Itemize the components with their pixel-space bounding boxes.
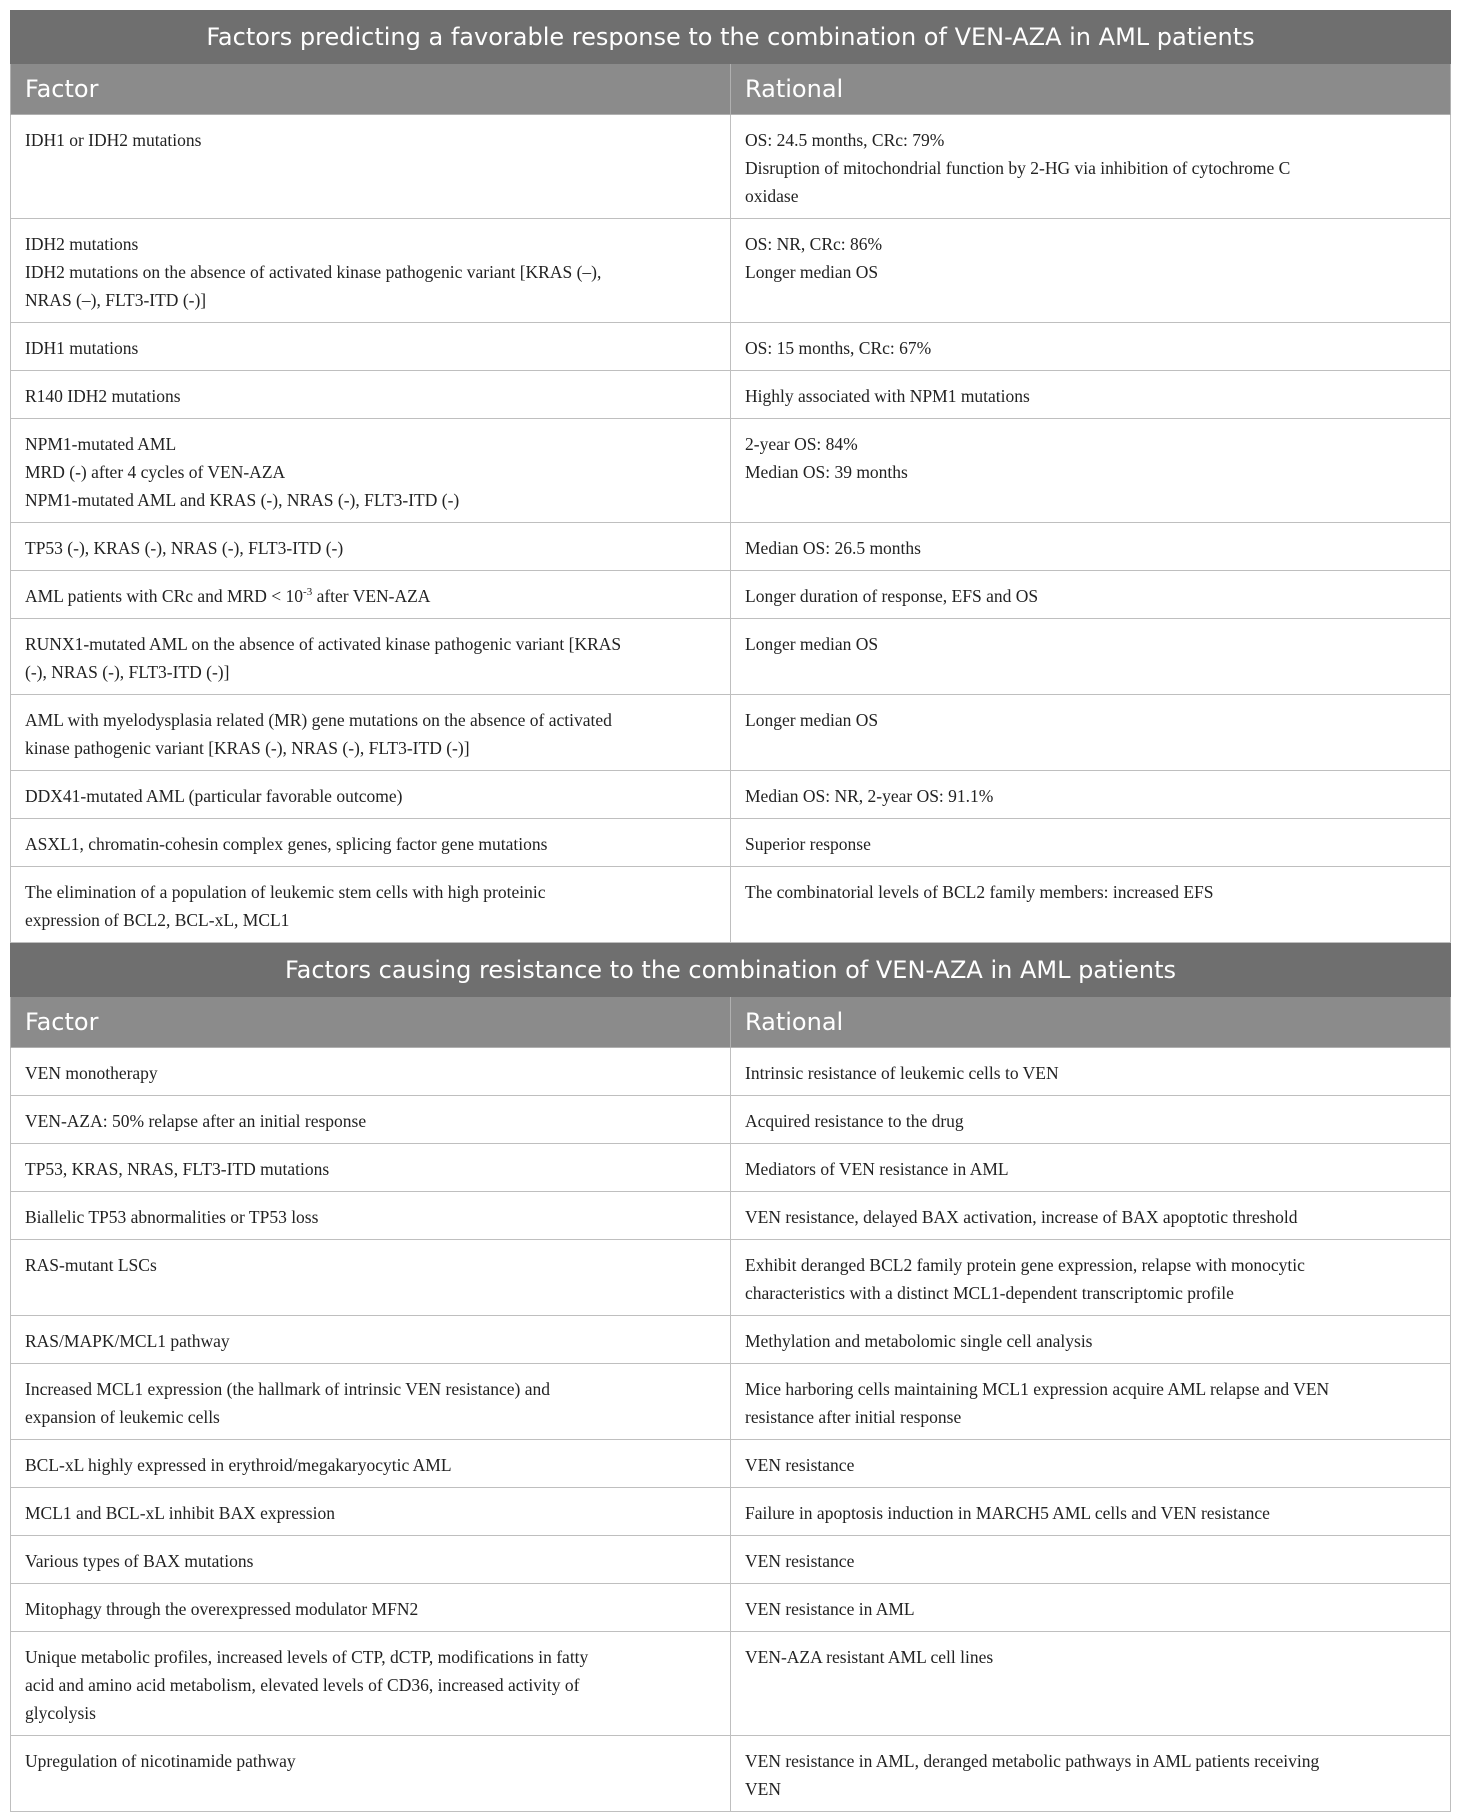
factor-cell <box>11 1736 731 1812</box>
rational-line: OS: 24.5 months, CRc: 79% <box>745 130 945 150</box>
rational-cell <box>731 1048 1451 1096</box>
factor-line: RAS-mutant LSCs <box>25 1255 157 1275</box>
document-table <box>10 10 1450 1812</box>
table-row <box>11 1488 1451 1536</box>
resistance-section-title: Factors causing resistance to the combination of VEN-AZA in AML patients <box>11 944 1451 997</box>
factor-cell <box>11 571 731 619</box>
rational-cell <box>731 571 1451 619</box>
rational-line: Longer median OS <box>745 710 879 730</box>
superscript: -3 <box>303 586 313 599</box>
table-row <box>11 771 1451 819</box>
factor-line: NRAS (–), FLT3-ITD (-)] <box>25 290 207 310</box>
rational-cell <box>731 371 1451 419</box>
factor-cell <box>11 819 731 867</box>
resistance-rational-header: Rational <box>731 997 1451 1048</box>
rational-line: Mice harboring cells maintaining MCL1 expression acquire AML relapse and VEN <box>745 1379 1330 1399</box>
factor-line: kinase pathogenic variant [KRAS (-), NRAS (-), FLT3-ITD (-)] <box>25 738 470 758</box>
factor-cell <box>11 1048 731 1096</box>
factor-line: expression of BCL2, BCL-xL, MCL1 <box>25 910 290 930</box>
rational-cell <box>731 1144 1451 1192</box>
rational-line: VEN resistance, delayed BAX activation, increase of BAX apoptotic threshold <box>745 1207 1298 1227</box>
rational-line: Highly associated with NPM1 mutations <box>745 386 1030 406</box>
table-row <box>11 523 1451 571</box>
rational-cell <box>731 1632 1451 1736</box>
factor-line: IDH1 mutations <box>25 338 139 358</box>
rational-line: Intrinsic resistance of leukemic cells to VEN <box>745 1063 1059 1083</box>
factor-cell <box>11 1536 731 1584</box>
factor-cell <box>11 1488 731 1536</box>
factor-line: TP53 (-), KRAS (-), NRAS (-), FLT3-ITD (-) <box>25 538 344 558</box>
factor-cell <box>11 1144 731 1192</box>
table-row <box>11 1536 1451 1584</box>
factor-line: IDH2 mutations on the absence of activated kinase pathogenic variant [KRAS (–), <box>25 262 602 282</box>
rational-line: VEN resistance <box>745 1551 855 1571</box>
factor-cell <box>11 1584 731 1632</box>
table-row <box>11 1736 1451 1812</box>
factor-line: TP53, KRAS, NRAS, FLT3-ITD mutations <box>25 1159 330 1179</box>
table-row <box>11 571 1451 619</box>
factor-line: RUNX1-mutated AML on the absence of activated kinase pathogenic variant [KRAS <box>25 634 622 654</box>
factor-cell <box>11 1240 731 1316</box>
factor-line: R140 IDH2 mutations <box>25 386 181 406</box>
rational-line: 2-year OS: 84% <box>745 434 858 454</box>
table-row <box>11 1584 1451 1632</box>
rational-cell <box>731 1096 1451 1144</box>
factor-cell <box>11 1440 731 1488</box>
table-row <box>11 323 1451 371</box>
factor-line: Biallelic TP53 abnormalities or TP53 loss <box>25 1207 319 1227</box>
rational-cell <box>731 523 1451 571</box>
factor-cell <box>11 771 731 819</box>
rational-cell <box>731 323 1451 371</box>
rational-line: OS: NR, CRc: 86% <box>745 234 883 254</box>
factor-line: NPM1-mutated AML <box>25 434 177 454</box>
rational-line: VEN resistance in AML, deranged metabolic pathways in AML patients receiving <box>745 1751 1320 1771</box>
rational-cell <box>731 1536 1451 1584</box>
factor-line: DDX41-mutated AML (particular favorable outcome) <box>25 786 403 806</box>
table-row <box>11 619 1451 695</box>
rational-line: Median OS: 39 months <box>745 462 908 482</box>
factor-line: NPM1-mutated AML and KRAS (-), NRAS (-), FLT3-ITD (-) <box>25 490 460 510</box>
favorable-factor-header: Factor <box>11 64 731 115</box>
factor-cell <box>11 1096 731 1144</box>
factor-line: expansion of leukemic cells <box>25 1407 220 1427</box>
favorable-table-body <box>11 115 1451 943</box>
rational-line: Failure in apoptosis induction in MARCH5 AML cells and VEN resistance <box>745 1503 1270 1523</box>
table-row <box>11 419 1451 523</box>
factor-cell <box>11 115 731 219</box>
rational-line: Exhibit deranged BCL2 family protein gene expression, relapse with monocytic <box>745 1255 1305 1275</box>
factor-line: Mitophagy through the overexpressed modulator MFN2 <box>25 1599 419 1619</box>
factor-cell <box>11 1364 731 1440</box>
factor-cell <box>11 323 731 371</box>
table-row <box>11 219 1451 323</box>
table-row <box>11 371 1451 419</box>
rational-line: VEN resistance in AML <box>745 1599 915 1619</box>
factor-cell <box>11 219 731 323</box>
resistance-factor-header: Factor <box>11 997 731 1048</box>
factor-line: (-), NRAS (-), FLT3-ITD (-)] <box>25 662 230 682</box>
factor-cell <box>11 1192 731 1240</box>
factor-line: glycolysis <box>25 1703 96 1723</box>
rational-line: Median OS: 26.5 months <box>745 538 921 558</box>
rational-line: characteristics with a distinct MCL1-dependent transcriptomic profile <box>745 1283 1234 1303</box>
factor-cell <box>11 867 731 943</box>
table-row <box>11 1240 1451 1316</box>
factor-cell <box>11 371 731 419</box>
factor-line: MCL1 and BCL-xL inhibit BAX expression <box>25 1503 335 1523</box>
factor-line: AML with myelodysplasia related (MR) gene mutations on the absence of activated <box>25 710 612 730</box>
favorable-factors-table <box>10 10 1451 943</box>
rational-line: VEN <box>745 1779 781 1799</box>
factor-line: ASXL1, chromatin-cohesin complex genes, splicing factor gene mutations <box>25 834 548 854</box>
factor-cell <box>11 619 731 695</box>
rational-cell <box>731 219 1451 323</box>
resistance-factors-table <box>10 943 1451 1812</box>
table-row <box>11 1316 1451 1364</box>
factor-line: Increased MCL1 expression (the hallmark of intrinsic VEN resistance) and <box>25 1379 550 1399</box>
rational-cell <box>731 419 1451 523</box>
rational-cell <box>731 1440 1451 1488</box>
rational-line: Longer median OS <box>745 262 879 282</box>
rational-line: Median OS: NR, 2-year OS: 91.1% <box>745 786 994 806</box>
rational-cell <box>731 771 1451 819</box>
factor-cell <box>11 523 731 571</box>
table-row <box>11 695 1451 771</box>
table-row <box>11 1364 1451 1440</box>
rational-cell <box>731 1240 1451 1316</box>
factor-cell <box>11 1316 731 1364</box>
factor-line: acid and amino acid metabolism, elevated levels of CD36, increased activity of <box>25 1675 580 1695</box>
rational-cell <box>731 619 1451 695</box>
rational-line: Acquired resistance to the drug <box>745 1111 964 1131</box>
factor-line: BCL-xL highly expressed in erythroid/megakaryocytic AML <box>25 1455 452 1475</box>
rational-cell <box>731 1584 1451 1632</box>
table-row <box>11 1048 1451 1096</box>
table-row <box>11 1440 1451 1488</box>
rational-cell <box>731 115 1451 219</box>
rational-line: OS: 15 months, CRc: 67% <box>745 338 932 358</box>
rational-line: Longer median OS <box>745 634 879 654</box>
factor-line: IDH1 or IDH2 mutations <box>25 130 202 150</box>
rational-line: Longer duration of response, EFS and OS <box>745 586 1039 606</box>
factor-line: IDH2 mutations <box>25 234 139 254</box>
favorable-section-title: Factors predicting a favorable response to the combination of VEN-AZA in AML patients <box>11 11 1451 64</box>
rational-cell <box>731 1736 1451 1812</box>
rational-cell <box>731 695 1451 771</box>
table-row <box>11 1144 1451 1192</box>
favorable-rational-header: Rational <box>731 64 1451 115</box>
rational-line: The combinatorial levels of BCL2 family members: increased EFS <box>745 882 1214 902</box>
factor-line: RAS/MAPK/MCL1 pathway <box>25 1331 230 1351</box>
rational-line: Superior response <box>745 834 871 854</box>
rational-cell <box>731 1316 1451 1364</box>
table-row <box>11 819 1451 867</box>
rational-line: Methylation and metabolomic single cell analysis <box>745 1331 1093 1351</box>
rational-line: resistance after initial response <box>745 1407 962 1427</box>
factor-line: AML patients with CRc and MRD < $10^{-3}$ after VEN-AZA <box>25 586 431 606</box>
table-row <box>11 1192 1451 1240</box>
resistance-table-body <box>11 1048 1451 1812</box>
rational-line: VEN-AZA resistant AML cell lines <box>745 1647 994 1667</box>
rational-line: Mediators of VEN resistance in AML <box>745 1159 1009 1179</box>
rational-cell <box>731 867 1451 943</box>
factor-line: VEN-AZA: 50% relapse after an initial response <box>25 1111 367 1131</box>
table-row <box>11 115 1451 219</box>
factor-line: The elimination of a population of leukemic stem cells with high proteinic <box>25 882 546 902</box>
rational-line: VEN resistance <box>745 1455 855 1475</box>
rational-cell <box>731 1364 1451 1440</box>
factor-cell <box>11 419 731 523</box>
rational-cell <box>731 819 1451 867</box>
factor-cell <box>11 1632 731 1736</box>
rational-line: oxidase <box>745 186 799 206</box>
factor-line: Upregulation of nicotinamide pathway <box>25 1751 296 1771</box>
factor-line: Unique metabolic profiles, increased levels of CTP, dCTP, modifications in fatty <box>25 1647 589 1667</box>
rational-line: Disruption of mitochondrial function by 2-HG via inhibition of cytochrome C <box>745 158 1291 178</box>
table-row <box>11 1096 1451 1144</box>
table-row <box>11 867 1451 943</box>
rational-cell <box>731 1192 1451 1240</box>
rational-cell <box>731 1488 1451 1536</box>
factor-line: VEN monotherapy <box>25 1063 158 1083</box>
factor-line: Various types of BAX mutations <box>25 1551 254 1571</box>
table-row <box>11 1632 1451 1736</box>
factor-line: MRD (-) after 4 cycles of VEN-AZA <box>25 462 286 482</box>
factor-cell <box>11 695 731 771</box>
